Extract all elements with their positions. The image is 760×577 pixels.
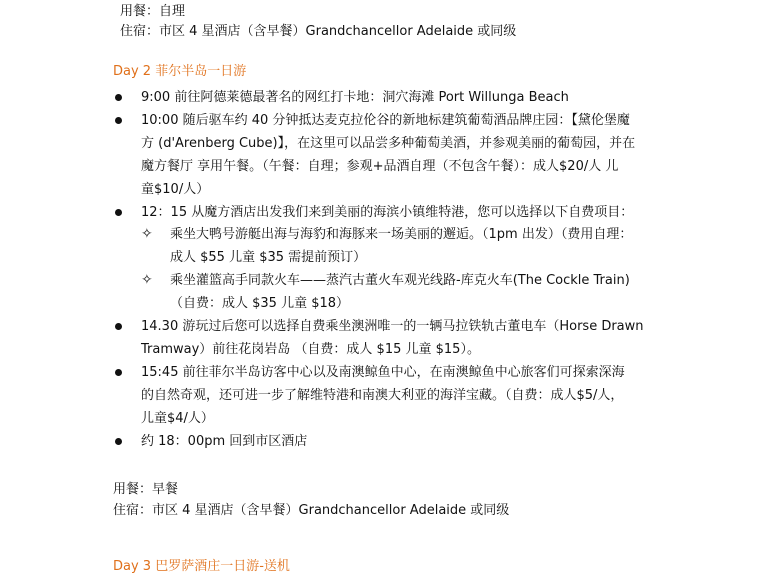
day2-item-4-line-1: 14.30 游玩过后您可以选择自费乘坐澳洲唯一的一辆马拉铁轨古董电车（Horse Drawn bbox=[141, 319, 644, 334]
day2-item-5-line-2: 的自然奇观，还可进一步了解维特港和南澳大利亚的海洋宝藏。（自费：成人$5/人， bbox=[141, 388, 624, 403]
day2-item-4-line-2: Tramway）前往花岗岩岛 （自费：成人 $15 儿童 $15）。 bbox=[141, 342, 480, 357]
day2-item-2-line-2: 方 (d'Arenberg Cube)】，在这里可以品尝多种葡萄美酒，并参观美丽的葡萄园，并在 bbox=[141, 136, 636, 151]
bullet-icon bbox=[115, 323, 122, 330]
day2-item-1: 9:00 前往阿德莱德最著名的网红打卡地：洞穴海滩 Port Willunga Beach bbox=[141, 90, 569, 105]
bullet-icon bbox=[115, 117, 122, 124]
day2-item-6: 约 18：00pm 回到市区酒店 bbox=[141, 434, 308, 449]
day2-sub-2-line-2: （自费：成人 $35 儿童 $18） bbox=[170, 296, 350, 311]
day2-title: Day 2 菲尔半岛一日游 bbox=[113, 64, 247, 79]
day2-item-5-line-1: 15:45 前往菲尔半岛访客中心以及南澳鲸鱼中心，在南澳鲸鱼中心旅客们可探索深海 bbox=[141, 365, 625, 380]
day3-title: Day 3 巴罗萨酒庄一日游-送机 bbox=[113, 559, 290, 574]
day2-item-3: 12：15 从魔方酒店出发我们来到美丽的海滨小镇维特港，您可以选择以下自费项目： bbox=[141, 205, 634, 220]
day2-sub-2-line-1: 乘坐灌篮高手同款火车——蒸汽古董火车观光线路-库克火车(The Cockle Train) bbox=[170, 273, 630, 288]
day2-item-2-line-1: 10:00 随后驱车约 40 分钟抵达麦克拉伦谷的新地标建筑葡萄酒品牌庄园：【黛伦堡魔 bbox=[141, 113, 630, 128]
bullet-icon bbox=[115, 94, 122, 101]
diamond-bullet-icon: ✧ bbox=[141, 226, 153, 242]
day2-sub-1-line-2: 成人 $55 儿童 $35 需提前预订） bbox=[170, 250, 367, 265]
bullet-icon bbox=[115, 209, 122, 216]
day2-item-2-line-4: 童$10/人） bbox=[141, 182, 210, 197]
diamond-bullet-icon: ✧ bbox=[141, 272, 153, 288]
day2-sub-1-line-1: 乘坐大鸭号游艇出海与海豹和海豚来一场美丽的邂逅。（1pm 出发）（费用自理： bbox=[170, 227, 633, 242]
day2-hotel: 住宿：市区 4 星酒店（含早餐）Grandchancellor Adelaide 或同级 bbox=[113, 503, 510, 518]
bullet-icon bbox=[115, 438, 122, 445]
day1-hotel: 住宿：市区 4 星酒店（含早餐）Grandchancellor Adelaide 或同级 bbox=[120, 24, 517, 39]
bullet-icon bbox=[115, 369, 122, 376]
day1-meal: 用餐：自理 bbox=[120, 4, 186, 19]
day2-item-5-line-3: 儿童$4/人） bbox=[141, 411, 214, 426]
day2-meal: 用餐：早餐 bbox=[113, 482, 179, 497]
day2-item-2-line-3: 魔方餐厅 享用午餐。（午餐：自理；参观+品酒自理（不包含午餐）：成人$20/人 儿 bbox=[141, 159, 619, 174]
